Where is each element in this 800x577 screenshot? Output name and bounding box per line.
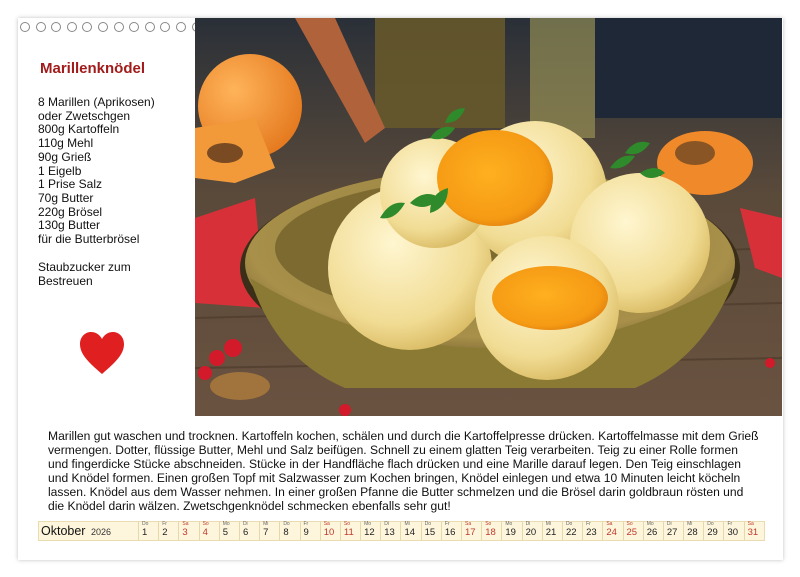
weekday-label: Mo (505, 521, 513, 527)
recipe-title: Marillenknödel (40, 60, 146, 77)
calendar-day (138, 522, 158, 540)
binding-hole (51, 22, 61, 32)
calendar-day (501, 522, 521, 540)
day-number: 7 (263, 527, 269, 538)
day-number: 22 (565, 527, 577, 538)
day-number: 29 (707, 527, 718, 538)
day-number: 20 (525, 527, 537, 538)
calendar-day (562, 522, 582, 540)
ingredient-item: 1 Eigelb (38, 163, 82, 178)
binding-hole (145, 22, 155, 32)
calendar-day (340, 522, 360, 540)
weekday-label: So (343, 521, 350, 527)
calendar-day (178, 522, 198, 540)
weekday-label: Sa (747, 521, 754, 527)
day-number: 28 (687, 527, 698, 538)
calendar-day (481, 522, 501, 540)
day-number: 3 (182, 527, 188, 538)
days-row (138, 522, 764, 540)
weekday-label: Do (565, 521, 573, 527)
calendar-day (380, 522, 400, 540)
weekday-label: So (202, 521, 209, 527)
calendar-day (663, 522, 683, 540)
ingredient-item: 1 Prise Salz (38, 177, 103, 192)
calendar-day (300, 522, 320, 540)
calendar-day (683, 522, 703, 540)
calendar-day (320, 522, 340, 540)
binding-hole (129, 22, 139, 32)
day-number: 10 (323, 527, 335, 538)
day-number: 21 (545, 527, 557, 538)
weekday-label: Sa (323, 521, 330, 527)
day-number: 19 (505, 527, 516, 538)
heart-icon (78, 330, 126, 378)
calendar-day (582, 522, 602, 540)
calendar-day (441, 522, 461, 540)
weekday-label: So (626, 521, 633, 527)
weekday-label: Fr (303, 521, 309, 527)
day-number: 16 (444, 527, 456, 538)
ingredient-item: 8 Marillen (Aprikosen) (38, 95, 155, 109)
weekday-label: Fr (727, 521, 733, 527)
binding-hole (114, 22, 124, 32)
weekday-label: Mo (222, 521, 230, 527)
weekday-label: Mo (364, 521, 372, 527)
day-number: 1 (142, 527, 148, 538)
day-number: 6 (242, 527, 249, 538)
month-name: Oktober (41, 524, 86, 538)
binding-hole (20, 22, 30, 32)
weekday-label: Mi (545, 521, 552, 527)
day-number: 8 (283, 527, 289, 538)
calendar-day (522, 522, 542, 540)
calendar-day (158, 522, 178, 540)
day-number: 5 (222, 527, 229, 538)
binding-hole (176, 22, 186, 32)
day-number: 26 (646, 527, 658, 538)
day-number: 12 (364, 527, 375, 538)
day-number: 2 (162, 527, 168, 538)
calendar-day (360, 522, 380, 540)
weekday-label: Fr (586, 521, 591, 527)
binding-hole (82, 22, 92, 32)
ingredient-item: oder Zwetschgen (38, 108, 131, 123)
ingredient-item: 800g Kartoffeln (38, 122, 120, 137)
weekday-label: Fr (162, 521, 167, 527)
calendar-day (602, 522, 622, 540)
calendar-day (723, 522, 743, 540)
calendar-day (542, 522, 562, 540)
ingredient-item: 90g Grieß (38, 149, 92, 164)
day-number: 14 (404, 527, 416, 538)
month-calendar-strip (38, 521, 765, 541)
calendar-day (199, 522, 219, 540)
ingredient-item: 130g Butter (38, 218, 101, 233)
binding-hole (67, 22, 77, 32)
calendar-day (421, 522, 441, 540)
weekday-label: Mi (263, 521, 269, 527)
calendar-day (219, 522, 239, 540)
day-number: 15 (424, 527, 436, 538)
year: 2026 (91, 527, 112, 537)
day-number: 25 (626, 527, 638, 538)
apricot-dumplings-photo (195, 18, 782, 416)
ingredient-list (38, 96, 155, 247)
calendar-day (259, 522, 279, 540)
instructions-text: Marillen gut waschen und trocknen. Kartoffeln kochen, schälen und durch die Kartoffelpresse drücken. Kartoffelmasse mit dem Grieß vermengen. Dotter, flüssige Butter, Mehl und Salz beifügen. Schnell zu einem glatten Teig verarbeiten. Teig zu einer Rolle formen und fingerdicke Stücke abschneiden. Stücke in der Handfläche flach drücken und eine Marille darauf legen. Den Teig einschlagen und Knödel formen. Einen großen Topf mit Salzwasser zum Kochen bringen, Knödel einlegen und etwa 10 Minuten leicht köcheln lassen. Knödel aus dem Wasser nehmen. In einer großen Pfanne die Butter schmelzen und die Brösel darin goldbraun rösten und die Knödel darin wälzen. Zwetschgenknödel schmecken ebenfalls sehr gut! (48, 429, 759, 513)
binding-hole (36, 22, 46, 32)
day-number: 13 (384, 527, 395, 538)
weekday-label: Mi (687, 521, 693, 527)
weekday-label: So (485, 521, 492, 527)
serving-note: Staubzucker zum Bestreuen (38, 260, 131, 288)
weekday-label: Fr (444, 521, 450, 527)
calendar-day (623, 522, 643, 540)
weekday-label: Do (424, 521, 432, 527)
day-number: 30 (727, 527, 739, 538)
weekday-label: Di (666, 521, 672, 527)
binding-hole (160, 22, 170, 32)
calendar-day (279, 522, 299, 540)
ingredient-item: für die Butterbrösel (38, 232, 140, 247)
weekday-label: Do (142, 521, 149, 527)
calendar-day (461, 522, 481, 540)
calendar-day (400, 522, 420, 540)
day-number: 23 (586, 527, 597, 538)
ingredient-item: 110g Mehl (38, 136, 94, 151)
day-number: 24 (606, 527, 617, 538)
ingredient-item: 70g Butter (38, 190, 94, 205)
weekday-label: Mi (404, 521, 410, 527)
binding-hole (98, 22, 108, 32)
day-number: 17 (465, 527, 476, 538)
weekday-label: Mo (646, 521, 654, 527)
weekday-label: Di (384, 521, 389, 527)
day-number: 11 (343, 527, 354, 538)
day-number: 27 (666, 527, 678, 538)
day-number: 18 (485, 527, 496, 538)
weekday-label: Do (283, 521, 290, 527)
weekday-label: Di (242, 521, 248, 527)
weekday-label: Di (525, 521, 531, 527)
weekday-label: Sa (465, 521, 472, 527)
calendar-day (643, 522, 663, 540)
day-number: 4 (202, 527, 208, 538)
calendar-day (703, 522, 723, 540)
weekday-label: Sa (606, 521, 613, 527)
day-number: 31 (747, 527, 759, 538)
ingredient-item: 220g Brösel (38, 204, 103, 219)
weekday-label: Do (707, 521, 714, 527)
calendar-day (744, 522, 764, 540)
calendar-day (239, 522, 259, 540)
day-number: 9 (303, 527, 309, 538)
weekday-label: Sa (182, 521, 189, 527)
